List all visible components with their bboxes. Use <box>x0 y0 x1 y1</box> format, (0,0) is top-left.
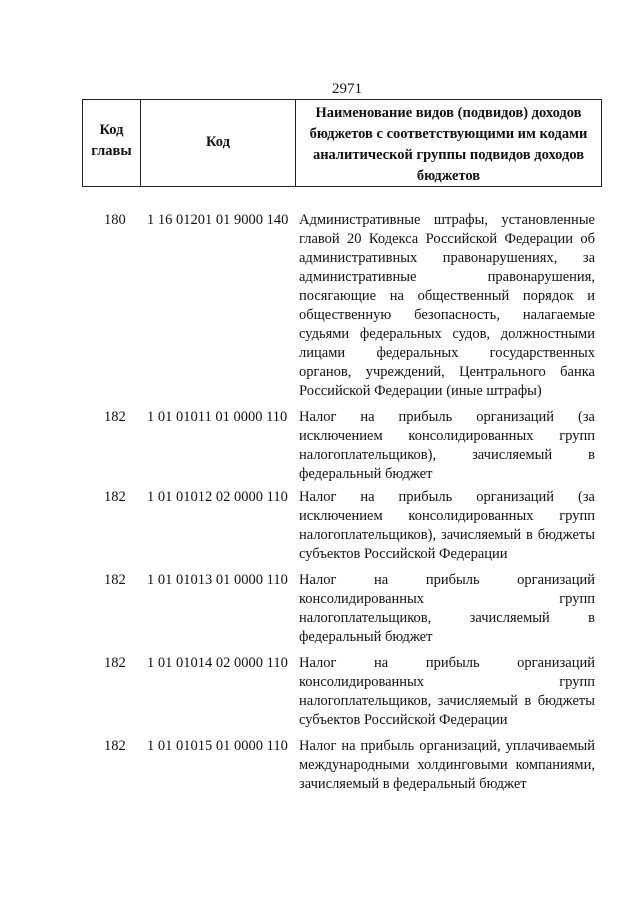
budget-code: 1 01 01011 01 0000 110 <box>147 409 288 425</box>
header-revenue-name-label: Наименование видов (подвидов) доходов бюджетов с соответствующими им кодами аналитической группы подвидов доходов бюджетов <box>309 105 588 184</box>
revenue-description: Налог на прибыль организаций консолидированных групп налогоплательщиков, зачисляемый в федеральный бюджет <box>299 572 595 645</box>
header-code-label: Код <box>206 134 230 150</box>
budget-code: 1 16 01201 01 9000 140 <box>147 212 289 228</box>
page-number: 2971 <box>332 81 362 97</box>
header-revenue-name <box>296 100 601 186</box>
revenue-description: Налог на прибыль организаций консолидированных групп налогоплательщиков, зачисляемый в бюджеты субъектов Российской Федерации <box>299 655 595 728</box>
header-chapter-code <box>83 100 141 186</box>
table-header <box>82 99 602 187</box>
budget-code: 1 01 01015 01 0000 110 <box>147 738 288 754</box>
budget-code: 1 01 01012 02 0000 110 <box>147 489 288 505</box>
budget-code: 1 01 01014 02 0000 110 <box>147 655 288 671</box>
revenue-description: Административные штрафы, установленные главой 20 Кодекса Российской Федерации об административных правонарушениях, за административные правонарушения, посягающие на общественный порядок и общественную безопасность, налагаемые судьями федеральных судов, должностными лицами федеральных государственных органов, учреждений, Центрального банка Российской Федерации (иные штрафы) <box>299 212 595 399</box>
revenue-description: Налог на прибыль организаций (за исключением консолидированных групп налогоплательщиков), зачисляемый в федеральный бюджет <box>299 409 595 482</box>
chapter-code: 182 <box>104 738 126 754</box>
chapter-code: 182 <box>104 409 126 425</box>
revenue-description: Налог на прибыль организаций, уплачиваемый международными холдинговыми компаниями, зачисляемый в федеральный бюджет <box>299 738 595 792</box>
header-chapter-code-label: Код главы <box>91 122 132 159</box>
chapter-code: 182 <box>104 572 126 588</box>
chapter-code: 182 <box>104 489 126 505</box>
budget-code: 1 01 01013 01 0000 110 <box>147 572 288 588</box>
chapter-code: 180 <box>104 212 126 228</box>
revenue-description: Налог на прибыль организаций (за исключением консолидированных групп налогоплательщиков), зачисляемый в бюджеты субъектов Российской Федерации <box>299 489 595 562</box>
header-code <box>141 100 296 186</box>
chapter-code: 182 <box>104 655 126 671</box>
